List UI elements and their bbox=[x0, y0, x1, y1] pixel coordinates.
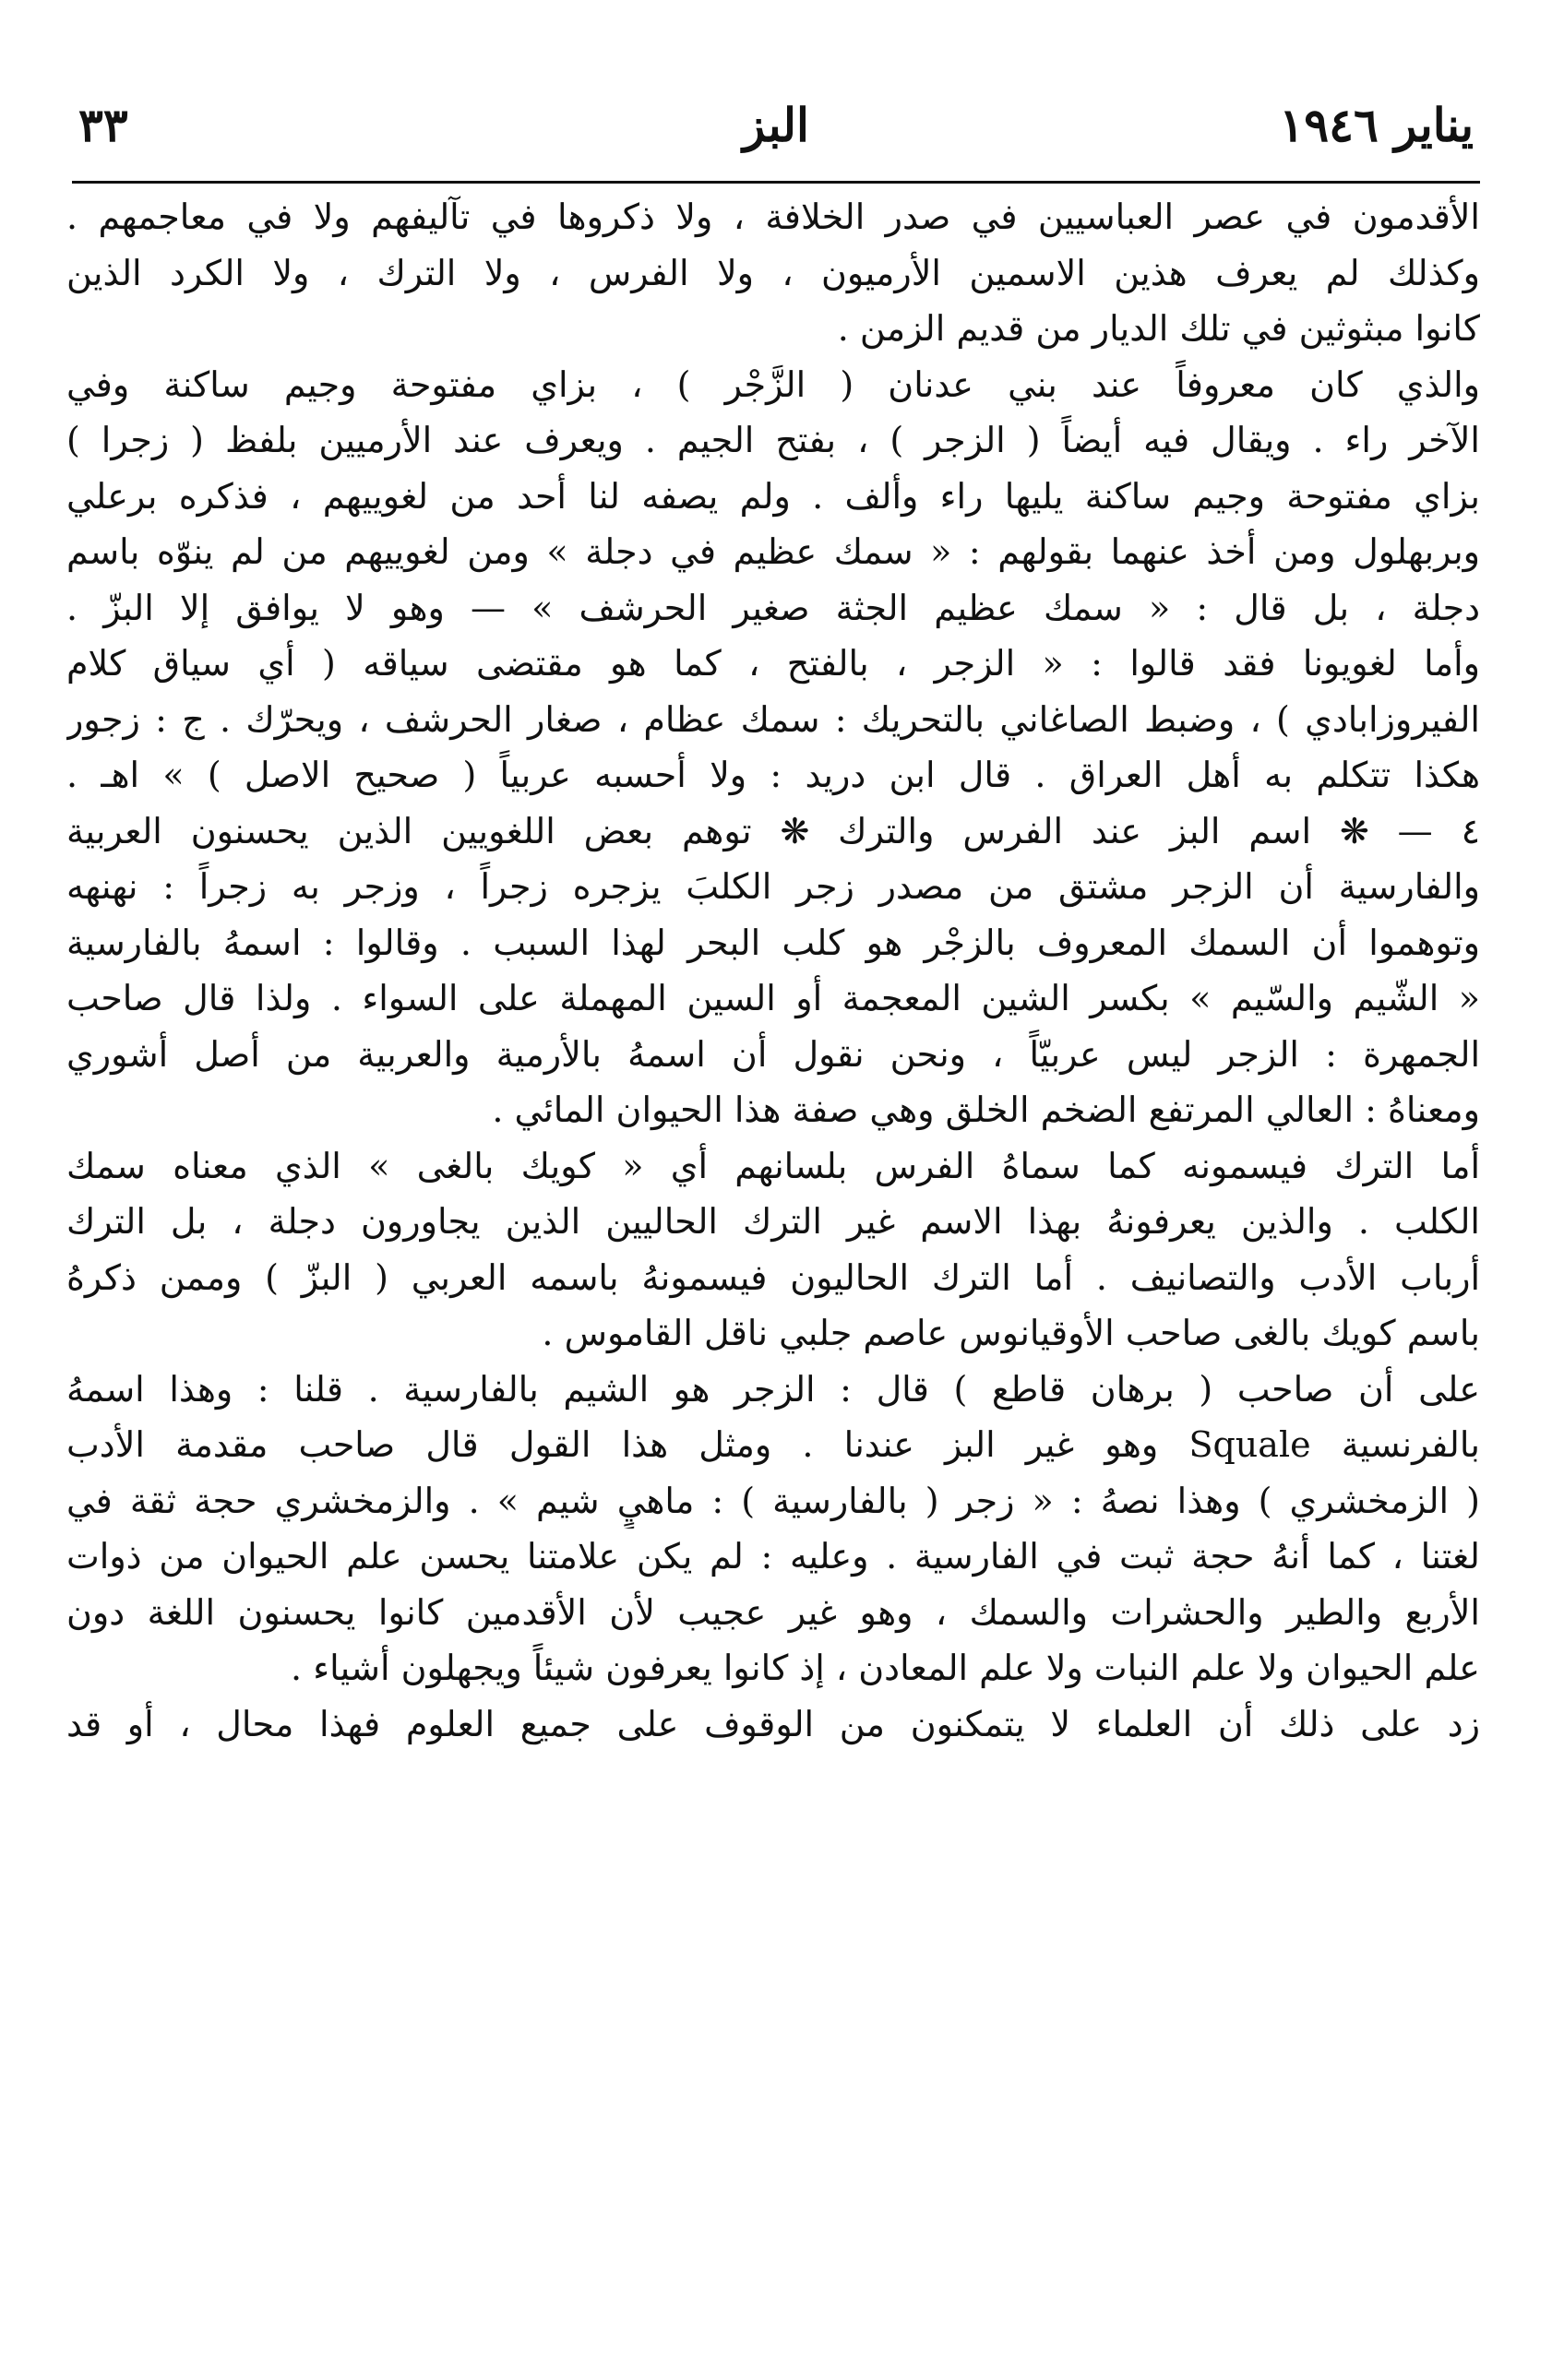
text-line: علم الحيوان ولا علم النبات ولا علم المعادن ، إذ كانوا يعرفون شيئاً ويجهلون أشياء . bbox=[291, 1648, 1480, 1688]
text-line: والذي كان معروفاً عند بني عدنان ( الزَّجْر ) ، بزاي مفتوحة وجيم ساكنة وفي bbox=[66, 363, 1480, 405]
header-title: البز bbox=[743, 97, 809, 152]
body-text bbox=[66, 189, 1480, 1752]
text-line: الأقدمون في عصر العباسيين في صدر الخلافة ، ولا ذكروها في تآليفهم ولا في معاجمهم . bbox=[66, 196, 1480, 237]
text-line: الآخر راء . ويقال فيه أيضاً ( الزجر ) ، بفتح الجيم . ويعرف عند الأرميين بلفظ ( زجرا ) bbox=[66, 420, 1480, 460]
text-line: باسم كويك بالغى صاحب الأوقيانوس عاصم جلبي ناقل القاموس . bbox=[542, 1313, 1480, 1353]
text-line: كانوا مبثوثين في تلك الديار من قديم الزمن . bbox=[837, 308, 1480, 349]
text-line: الأربع والطير والحشرات والسمك ، وهو غير عجيب لأن الأقدمين كانوا يحسنون اللغة دون bbox=[66, 1591, 1480, 1633]
text-line: أرباب الأدب والتصانيف . أما الترك الحاليون فيسمونهُ باسمه العربي ( البزّ ) وممن ذكرهُ bbox=[66, 1256, 1480, 1298]
text-line: أما الترك فيسمونه كما سماهُ الفرس بلسانهم أي « كويك بالغى » الذي معناه سمك bbox=[66, 1145, 1480, 1186]
text-line: وبربهلول ومن أخذ عنهما بقولهم : « سمك عظيم في دجلة » ومن لغوييهم من لم ينوّه باسم bbox=[66, 531, 1480, 572]
text-line: الكلب . والذين يعرفونهُ بهذا الاسم غير الترك الحاليين الذين يجاورون دجلة ، بل الترك bbox=[66, 1201, 1480, 1242]
section-heading-line: ٤ — ❋ اسم البز عند الفرس والترك ❋ توهم بعض اللغويين الذين يحسنون العربية bbox=[66, 810, 1480, 851]
text-line: الفيروزابادي ) ، وضبط الصاغاني بالتحريك : سمك عظام ، صغار الحرشف ، ويحرّك . ج : زجور bbox=[66, 698, 1480, 740]
text-line: لغتنا ، كما أنهُ حجة ثبت في الفارسية . وعليه : لم يكن علامتنا يحسن علم الحيوان من ذوات bbox=[66, 1536, 1480, 1577]
text-line: على أن صاحب ( برهان قاطع ) قال : الزجر هو الشيم بالفارسية . قلنا : وهذا اسمهُ bbox=[66, 1368, 1480, 1410]
text-line: وأما لغويونا فقد قالوا : « الزجر ، بالفتح ، كما هو مقتضى سياقه ( أي سياق كلام bbox=[66, 643, 1480, 684]
text-line: وتوهموا أن السمك المعروف بالزجْر هو كلب البحر لهذا السبب . وقالوا : اسمهُ بالفارسية bbox=[66, 922, 1480, 963]
text-line: هكذا تتكلم به أهل العراق . قال ابن دريد : ولا أحسبه عربياً ( صحيح الاصل ) » اهـ . bbox=[66, 755, 1480, 795]
text-line: « الشّيم والسّيم » بكسر الشين المعجمة أو السين المهملة على السواء . ولذا قال صاحب bbox=[66, 978, 1480, 1018]
text-line: ( الزمخشري ) وهذا نصهُ : « زجر ( بالفارسية ) : ماهيٍ شيم » . والزمخشري حجة ثقة في bbox=[66, 1480, 1480, 1521]
text-line: بزاي مفتوحة وجيم ساكنة يليها راء وألف . ولم يصفه لنا أحد من لغوييهم ، فذكره برعلي bbox=[66, 475, 1480, 517]
text-line: وكذلك لم يعرف هذين الاسمين الأرميون ، ولا الفرس ، ولا الترك ، ولا الكرد الذين bbox=[66, 252, 1480, 293]
text-line: ومعناهُ : العالي المرتفع الضخم الخلق وهي صفة هذا الحيوان المائي . bbox=[492, 1089, 1480, 1130]
text-line: بالفرنسية Squale وهو غير البز عندنا . ومثل هذا القول قال صاحب مقدمة الأدب bbox=[66, 1424, 1480, 1465]
text-line: دجلة ، بل قال : « سمك عظيم الجثة صغير الحرشف » — وهو لا يوافق إلا البزّ . bbox=[66, 587, 1480, 628]
header-rule bbox=[72, 181, 1480, 184]
text-line: زد على ذلك أن العلماء لا يتمكنون من الوقوف على جميع العلوم فهذا محال ، أو قد bbox=[66, 1703, 1480, 1744]
text-line: الجمهرة : الزجر ليس عربيّاً ، ونحن نقول أن اسمهُ بالأرمية والعربية من أصل أشوري bbox=[66, 1033, 1480, 1075]
header-date: يناير ١٩٤٦ bbox=[1279, 97, 1474, 152]
text-line: والفارسية أن الزجر مشتق من مصدر زجر الكلبَ يزجره زجراً ، وزجر به زجراً : نهنهه bbox=[66, 866, 1480, 907]
page-number: ٣٣ bbox=[78, 97, 128, 152]
page-header bbox=[78, 74, 1474, 175]
